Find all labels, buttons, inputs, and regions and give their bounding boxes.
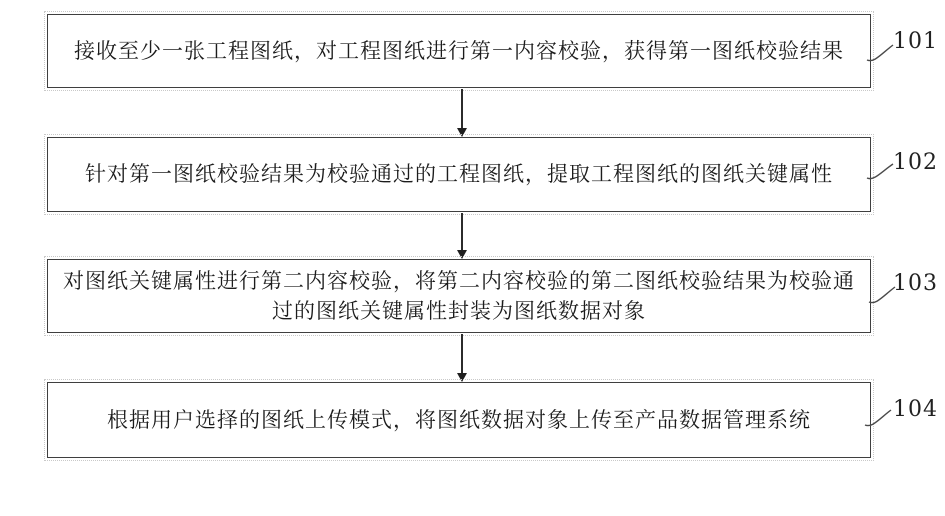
- down-arrow-icon: [456, 89, 468, 137]
- arrow-shaft: [461, 89, 463, 129]
- down-arrow-icon: [456, 334, 468, 382]
- ref-number-103: 103: [893, 271, 938, 296]
- leader-line-102: [866, 160, 894, 184]
- ref-number-104: 104: [893, 397, 938, 422]
- flow-step-101-text: 接收至少一张工程图纸，对工程图纸进行第一内容校验，获得第一图纸校验结果: [74, 38, 844, 63]
- arrow-head: [457, 373, 467, 382]
- flow-step-103: [47, 259, 871, 333]
- ref-number-102: 102: [893, 150, 938, 175]
- flow-step-102: [47, 137, 871, 212]
- arrow-shaft: [461, 213, 463, 251]
- arrow-shaft: [461, 334, 463, 374]
- flow-step-104: [47, 382, 871, 458]
- arrow-head: [457, 128, 467, 137]
- flow-step-104-text: 根据用户选择的图纸上传模式，将图纸数据对象上传至产品数据管理系统: [107, 407, 811, 432]
- leader-line-101: [866, 40, 894, 64]
- arrow-head: [457, 250, 467, 259]
- flow-step-102-text: 针对第一图纸校验结果为校验通过的工程图纸，提取工程图纸的图纸关键属性: [85, 162, 833, 187]
- ref-number-101: 101: [893, 29, 938, 54]
- leader-line-103: [868, 282, 896, 306]
- down-arrow-icon: [456, 213, 468, 259]
- leader-line-104: [864, 406, 892, 430]
- flow-step-101: [47, 14, 871, 88]
- flow-step-103-text: 对图纸关键属性进行第二内容校验，将第二内容校验的第二图纸校验结果为校验通过的图纸关键属性封装为图纸数据对象: [63, 268, 855, 323]
